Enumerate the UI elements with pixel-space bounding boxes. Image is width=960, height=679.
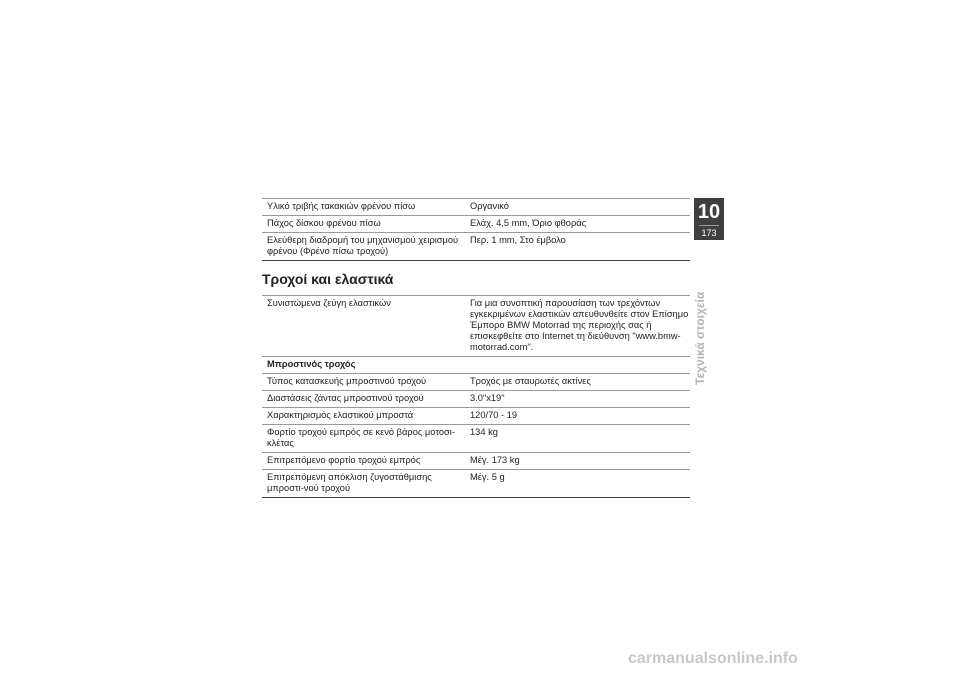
row-value: Οργανικό	[465, 199, 690, 216]
row-value: Περ. 1 mm, Στο έμβολο	[465, 233, 690, 261]
row-label: Φορτίο τροχού εμπρός σε κενό βάρος μοτοσι-κλέτας	[262, 425, 465, 453]
table-row	[262, 453, 690, 470]
table-row	[262, 425, 690, 453]
row-value: Μέγ. 5 g	[465, 470, 690, 498]
chapter-number: 10	[697, 201, 721, 223]
row-value: Τροχός με σταυρωτές ακτίνες	[465, 374, 690, 391]
row-label: Τύπος κατασκευής μπροστινού τροχού	[262, 374, 465, 391]
watermark: carmanualsonline.info	[628, 650, 798, 667]
row-label: Χαρακτηρισμός ελαστικού μπροστά	[262, 408, 465, 425]
page-number: 173	[701, 228, 717, 238]
table-row	[262, 470, 690, 498]
row-label: Συνιστώμενα ζεύγη ελαστικών	[262, 296, 465, 357]
row-value: 120/70 - 19	[465, 408, 690, 425]
row-label: Διαστάσεις ζάντας μπροστινού τροχού	[262, 391, 465, 408]
row-value: 3.0"x19"	[465, 391, 690, 408]
row-value: Για μια συνοπτική παρουσίαση των τρεχόντων εγκεκριμένων ελαστικών απευθυνθείτε στον Επίσημο Έμπορο BMW Motorrad της περιοχής σας ή επισκεφθείτε στο Internet τη διεύθυνση "www.bmw-motorrad.com".	[465, 296, 690, 357]
row-value: Μέγ. 173 kg	[465, 453, 690, 470]
table-row	[262, 216, 690, 233]
row-label: Ελεύθερη διαδρομή του μηχανισμού χειρισμού φρένου (Φρένο πίσω τροχού)	[262, 233, 465, 261]
chapter-divider	[699, 225, 719, 226]
table-row	[262, 199, 690, 216]
table-row	[262, 391, 690, 408]
table-row	[262, 408, 690, 425]
table-row	[262, 374, 690, 391]
wheels-tyres-table	[262, 295, 690, 498]
row-label: Επιτρεπόμενο φορτίο τροχού εμπρός	[262, 453, 465, 470]
content-area	[262, 198, 690, 498]
section-title: Τροχοί και ελαστικά	[262, 271, 394, 287]
brake-spec-table	[262, 198, 690, 261]
row-label: Επιτρεπόμενη απόκλιση ζυγοστάθμισης μπροστι-νού τροχού	[262, 470, 465, 498]
table-row	[262, 233, 690, 261]
row-value: Ελάχ. 4,5 mm, Όριο φθοράς	[465, 216, 690, 233]
chapter-side-title: Τεχνικά στοιχεία	[693, 291, 707, 385]
chapter-tab	[694, 198, 724, 240]
row-value: 134 kg	[465, 425, 690, 453]
row-label: Υλικό τριβής τακακιών φρένου πίσω	[262, 199, 465, 216]
front-wheel-heading-row	[262, 357, 690, 374]
table-row	[262, 296, 690, 357]
row-label: Πάχος δίσκου φρένου πίσω	[262, 216, 465, 233]
front-wheel-heading: Μπροστινός τροχός	[262, 357, 690, 374]
